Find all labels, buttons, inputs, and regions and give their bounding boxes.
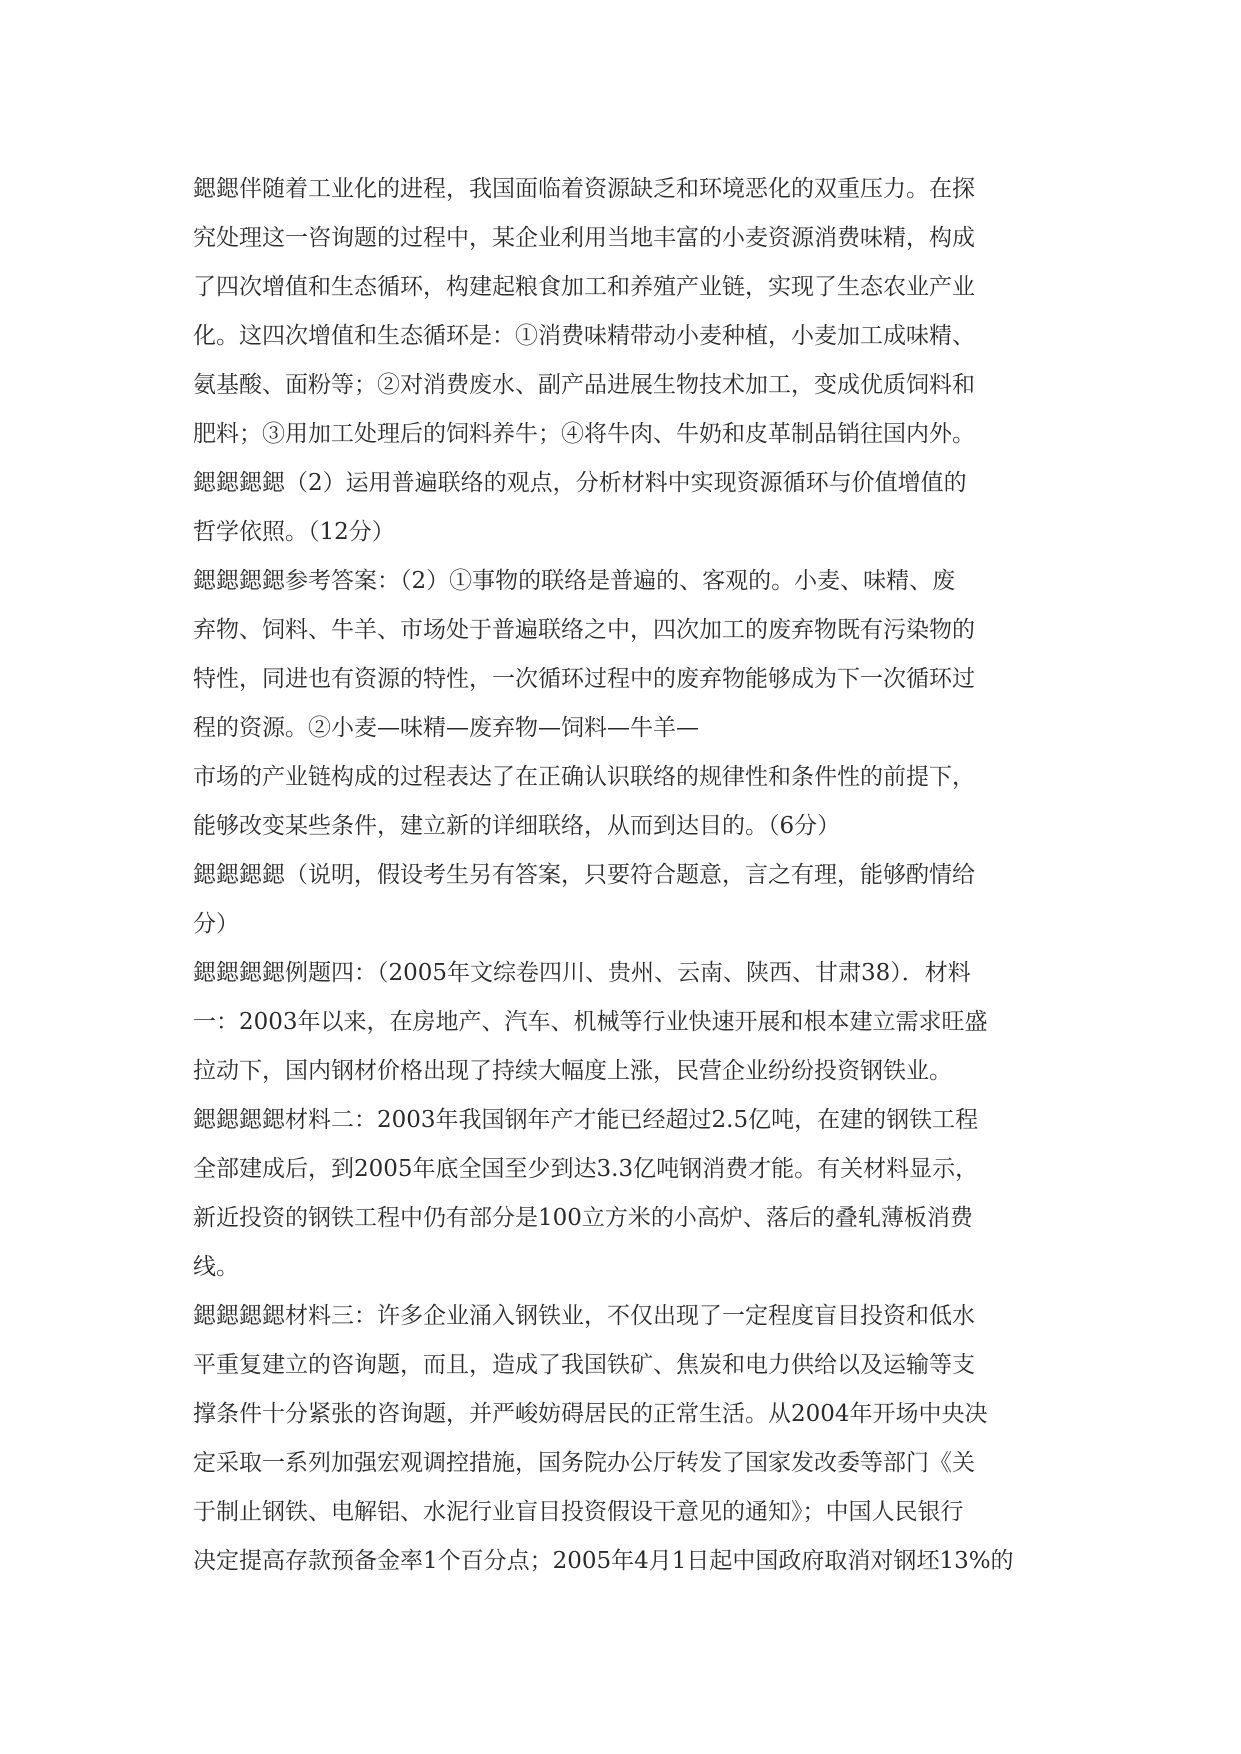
text-line: 鍶鍶鍶鍶材料二：2003年我国钢年产才能已经超过2.5亿吨，在建的钢铁工程 (193, 1107, 979, 1133)
text-line: 一：2003年以来，在房地产、汽车、机械等行业快速开展和根本建立需求旺盛 (193, 1009, 988, 1035)
text-line: 程的资源。②小麦—味精—废弃物—饲料—牛羊— (193, 715, 699, 741)
text-line: 特性，同进也有资源的特性，一次循环过程中的废弃物能够成为下一次循环过 (193, 666, 975, 692)
text-line: 肥料；③用加工处理后的饲料养牛；④将牛肉、牛奶和皮革制品销往国内外。 (193, 421, 975, 447)
text-line: 全部建成后，到2005年底全国至少到达3.3亿吨钢消费才能。有关材料显示， (193, 1156, 979, 1182)
text-line: 鍶鍶鍶鍶例题四：（2005年文综卷四川、贵州、云南、陕西、甘肃38）．材料 (193, 960, 971, 986)
text-line: 平重复建立的咨询题，而且，造成了我国铁矿、焦炭和电力供给以及运输等支 (193, 1352, 975, 1378)
text-line: 能够改变某些条件，建立新的详细联络，从而到达目的。（6分） (193, 813, 841, 839)
text-line: 化。这四次增值和生态循环是：①消费味精带动小麦种植，小麦加工成味精、 (193, 323, 975, 349)
text-line: 弃物、饲料、牛羊、市场处于普遍联络之中，四次加工的废弃物既有污染物的 (193, 617, 975, 643)
text-line: 决定提高存款预备金率1个百分点；2005年4月1日起中国政府取消对钢坯13%的 (193, 1548, 1014, 1574)
text-line: 究处理这一咨询题的过程中，某企业利用当地丰富的小麦资源消费味精，构成 (193, 225, 975, 251)
text-line: 鍶鍶伴随着工业化的进程，我国面临着资源缺乏和环境恶化的双重压力。在探 (193, 176, 975, 202)
text-line: 氨基酸、面粉等；②对消费废水、副产品进展生物技术加工，变成优质饲料和 (193, 372, 975, 398)
text-line: 分） (193, 911, 239, 937)
text-line: 于制止钢铁、电解铝、水泥行业盲目投资假设干意见的通知》；中国人民银行 (193, 1499, 964, 1525)
text-line: 定采取一系列加强宏观调控措施，国务院办公厅转发了国家发改委等部门《关 (193, 1450, 975, 1476)
text-line: 新近投资的钢铁工程中仍有部分是100立方米的小高炉、落后的叠轧薄板消费 (193, 1205, 973, 1231)
text-line: 鍶鍶鍶鍶参考答案：（2）①事物的联络是普遍的、客观的。小麦、味精、废 (193, 568, 956, 594)
text-line: 鍶鍶鍶鍶（2）运用普遍联络的观点，分析材料中实现资源循环与价值增值的 (193, 470, 967, 496)
text-line: 了四次增值和生态循环，构建起粮食加工和养殖产业链，实现了生态农业产业 (193, 274, 975, 300)
text-line: 撑条件十分紧张的咨询题，并严峻妨碍居民的正常生活。从2004年开场中央决 (193, 1401, 988, 1427)
document-body (193, 165, 1055, 1586)
text-line: 拉动下，国内钢材价格出现了持续大幅度上涨，民营企业纷纷投资钢铁业。 (193, 1058, 952, 1084)
text-line: 鍶鍶鍶鍶材料三：许多企业涌入钢铁业，不仅出现了一定程度盲目投资和低水 (193, 1303, 975, 1329)
text-line: 市场的产业链构成的过程表达了在正确认识联络的规律性和条件性的前提下， (193, 764, 975, 790)
text-line: 鍶鍶鍶鍶（说明，假设考生另有答案，只要符合题意，言之有理，能够酌情给 (193, 862, 975, 888)
text-line: 线。 (193, 1254, 239, 1280)
text-line: 哲学依照。（12分） (193, 519, 395, 545)
